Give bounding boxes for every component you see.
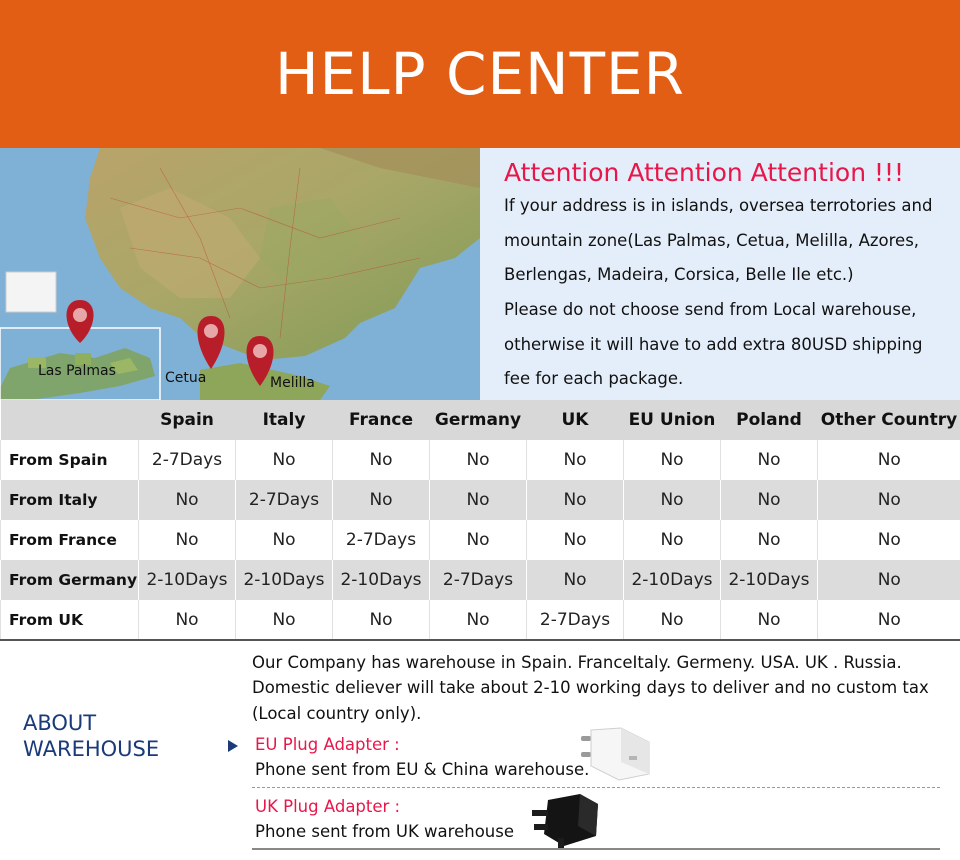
table-cell: No (333, 440, 430, 480)
table-cell: No (818, 560, 960, 600)
notice-line: mountain zone(Las Palmas, Cetua, Melilla, Azores, (504, 231, 920, 250)
table-cell: 2-7Days (139, 440, 236, 480)
uk-plug-subtitle: Phone sent from UK warehouse (255, 822, 514, 841)
table-cell: No (236, 600, 333, 640)
about-warehouse-title (23, 710, 159, 762)
arrow-right-icon (228, 740, 238, 752)
column-header: Germany (430, 400, 527, 440)
column-header: EU Union (624, 400, 721, 440)
column-header: Spain (139, 400, 236, 440)
table-cell: 2-10Days (721, 560, 818, 600)
table-header-row (1, 400, 960, 440)
table-cell: No (139, 520, 236, 560)
map-label-cetua: Cetua (165, 370, 207, 386)
eu-plug-adapter-icon (575, 726, 655, 782)
map-illustration (0, 148, 480, 400)
table-cell: 2-10Days (139, 560, 236, 600)
table-cell: No (430, 520, 527, 560)
row-header: From Germany (1, 560, 139, 600)
table-cell: No (624, 440, 721, 480)
column-header: France (333, 400, 430, 440)
bottom-divider (252, 848, 940, 850)
table-row (1, 480, 960, 520)
table-cell: No (624, 480, 721, 520)
hero-section (0, 148, 960, 400)
attention-notice (480, 148, 960, 400)
table-cell: No (818, 480, 960, 520)
table-cell: No (527, 440, 624, 480)
uk-plug-title: UK Plug Adapter : (255, 797, 401, 816)
table-cell: No (818, 520, 960, 560)
table-row (1, 440, 960, 480)
table-cell: 2-7Days (236, 480, 333, 520)
about-title-line: WAREHOUSE (23, 737, 160, 761)
table-cell: 2-7Days (430, 560, 527, 600)
table-cell: No (818, 600, 960, 640)
row-header: From UK (1, 600, 139, 640)
page-title: HELP CENTER (275, 40, 685, 108)
table-cell: No (430, 600, 527, 640)
help-center-header (0, 0, 960, 148)
table-cell: 2-7Days (333, 520, 430, 560)
map-label-melilla: Melilla (270, 375, 315, 391)
spain-map (0, 148, 480, 400)
table-cell: No (430, 480, 527, 520)
table-cell: No (527, 480, 624, 520)
table-cell: 2-7Days (527, 600, 624, 640)
table-cell: No (333, 600, 430, 640)
table-cell: No (624, 600, 721, 640)
table-cell: No (139, 600, 236, 640)
attention-heading: Attention Attention Attention !!! (504, 158, 905, 187)
table-row (1, 600, 960, 640)
plug-divider (252, 787, 940, 788)
table-corner (1, 400, 139, 440)
table-cell: No (527, 520, 624, 560)
shipping-time-table (0, 400, 960, 640)
row-header: From Spain (1, 440, 139, 480)
table-cell: No (624, 520, 721, 560)
table-cell: No (721, 520, 818, 560)
column-header: Poland (721, 400, 818, 440)
map-label-las-palmas: Las Palmas (38, 363, 116, 379)
table-row (1, 560, 960, 600)
column-header: Other Country (818, 400, 960, 440)
column-header: Italy (236, 400, 333, 440)
table-cell: 2-10Days (333, 560, 430, 600)
table-cell: No (721, 600, 818, 640)
notice-line: Berlengas, Madeira, Corsica, Belle Ile etc.) (504, 265, 854, 284)
warehouse-description-line: Our Company has warehouse in Spain. FranceItaly. Germeny. USA. UK . Russia. (252, 653, 902, 672)
row-header: From Italy (1, 480, 139, 520)
uk-plug-adapter-icon (528, 790, 608, 850)
table-cell: 2-10Days (624, 560, 721, 600)
about-title-line: ABOUT (23, 711, 97, 735)
table-row (1, 520, 960, 560)
eu-plug-title: EU Plug Adapter : (255, 735, 400, 754)
table-cell: No (139, 480, 236, 520)
table-cell: No (721, 440, 818, 480)
table-cell: No (236, 440, 333, 480)
notice-line: If your address is in islands, oversea terrotories and (504, 196, 933, 215)
table-cell: No (527, 560, 624, 600)
table-cell: No (430, 440, 527, 480)
table-cell: No (236, 520, 333, 560)
eu-plug-subtitle: Phone sent from EU & China warehouse. (255, 760, 590, 779)
warehouse-description-line: (Local country only). (252, 704, 422, 723)
section-divider (0, 639, 960, 641)
notice-line: otherwise it will have to add extra 80USD shipping (504, 335, 923, 354)
table-cell: No (818, 440, 960, 480)
notice-line: Please do not choose send from Local warehouse, (504, 300, 917, 319)
notice-line: fee for each package. (504, 369, 684, 388)
row-header: From France (1, 520, 139, 560)
column-header: UK (527, 400, 624, 440)
warehouse-description-line: Domestic deliever will take about 2-10 working days to deliver and no custom tax (252, 678, 929, 697)
table-cell: No (721, 480, 818, 520)
table-cell: No (333, 480, 430, 520)
table-cell: 2-10Days (236, 560, 333, 600)
